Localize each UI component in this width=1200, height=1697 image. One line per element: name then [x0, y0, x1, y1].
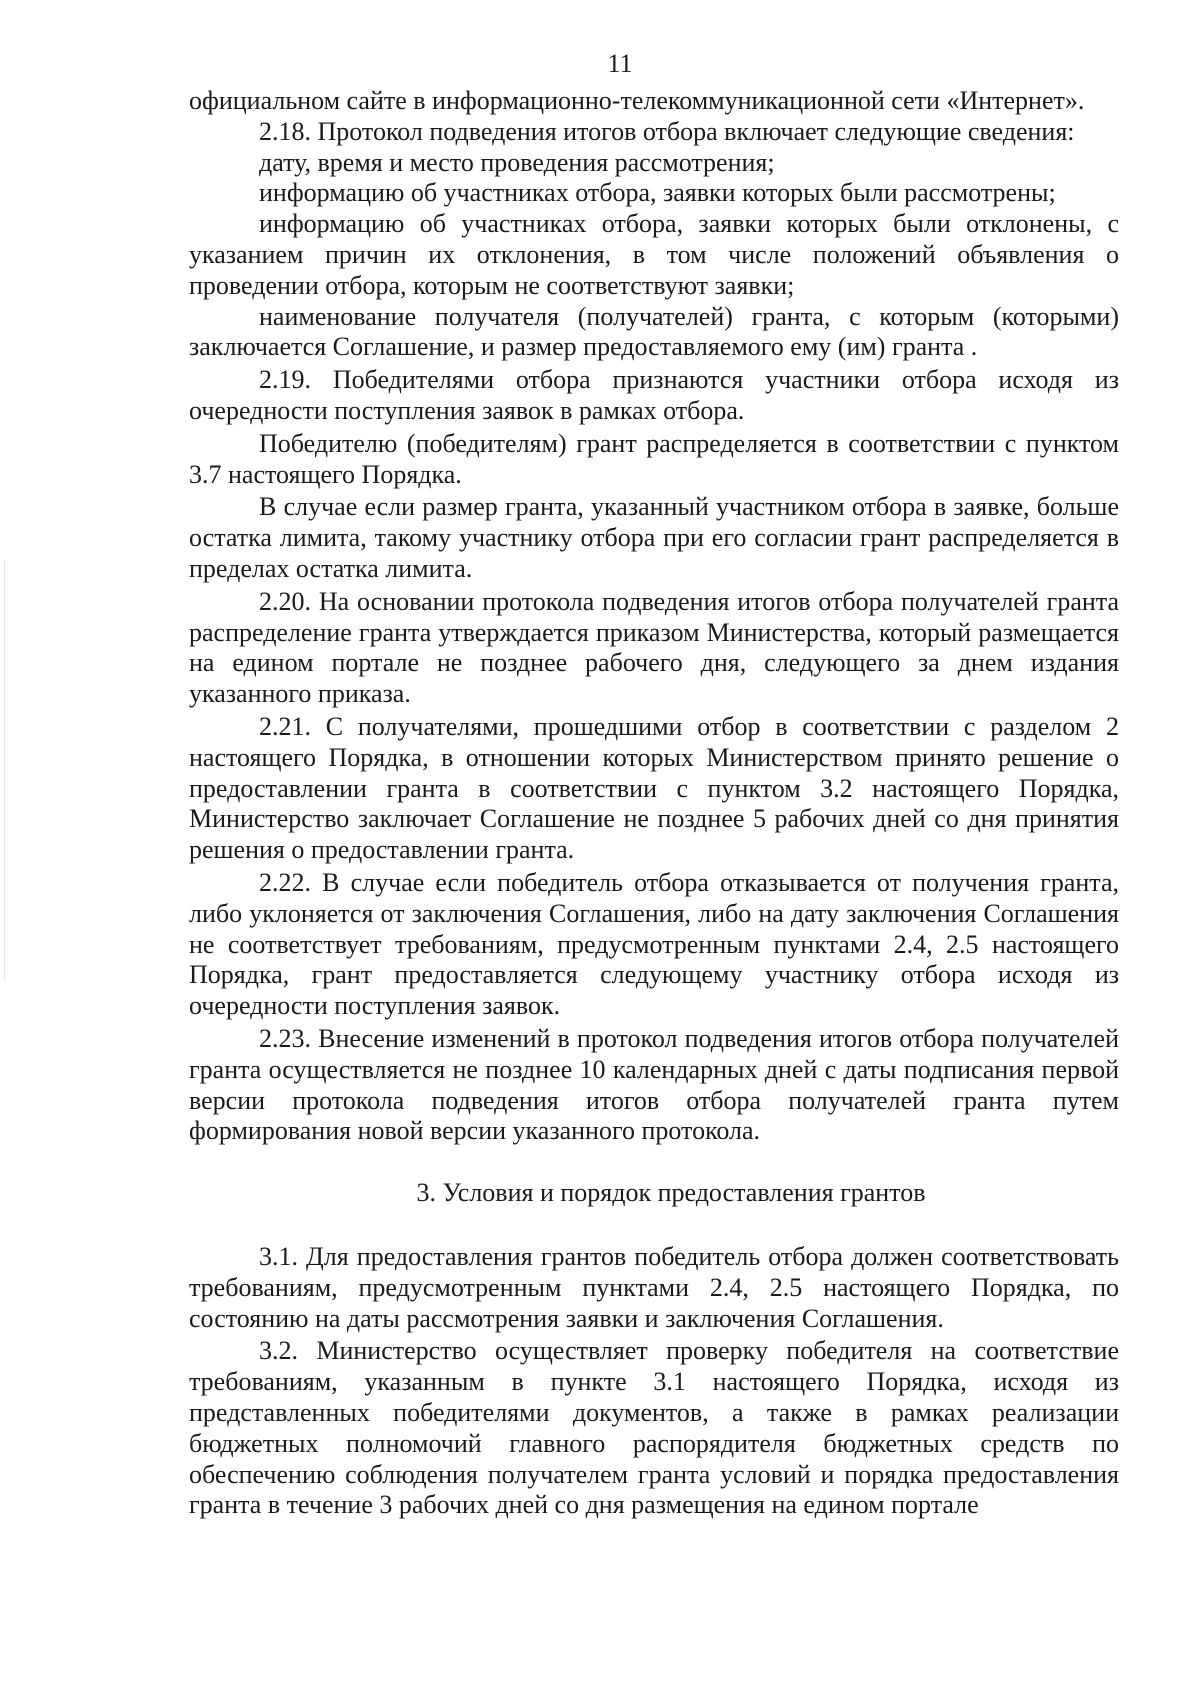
paragraph: 3.1. Для предоставления грантов победитель отбора должен соответствовать требованиям, предусмотренным пунктами 2.4, 2.5 настоящего Порядка, по состоянию на даты рассмотрения заявки и заключения Соглашения. [189, 1242, 1119, 1333]
paragraph: 2.21. С получателями, прошедшими отбор в соответствии с разделом 2 настоящего Порядка, в отношении которых Министерством принято решение о предоставлении гранта в соответствии с пунктом 3.2 настоящего Порядка, Министерство заключает Соглашение не позднее 5 рабочих дней со дня принятия решения о предоставлении гранта. [189, 711, 1119, 865]
paragraph: 2.22. В случае если победитель отбора отказывается от получения гранта, либо уклоняется от заключения Соглашения, либо на дату заключения Соглашения не соответствует требованиям, предусмотренным пунктами 2.4, 2.5 настоящего Порядка, грант предоставляется следующему участнику отбора исходя из очередности поступления заявок. [189, 867, 1119, 1021]
paragraph: Победителю (победителям) грант распределяется в соответствии с пунктом 3.7 настоящего Порядка. [189, 428, 1119, 489]
paragraph: наименование получателя (получателей) гранта, с которым (которыми) заключается Соглашение, и размер предоставляемого ему (им) гранта . [189, 301, 1119, 362]
paragraph: 2.18. Протокол подведения итогов отбора включает следующие сведения: [259, 116, 1075, 146]
paragraph: 2.23. Внесение изменений в протокол подведения итогов отбора получателей гранта осуществляется не позднее 10 календарных дней с даты подписания первой версии протокола подведения итогов отбора получателей гранта путем формирования новой версии указанного протокола. [189, 1023, 1119, 1146]
paragraphs-before-heading [189, 86, 1119, 1147]
paragraph: дату, время и место проведения рассмотрения; [259, 147, 775, 177]
document-body [189, 86, 1119, 1521]
paragraph: 2.19. Победителями отбора признаются участники отбора исходя из очередности поступления заявок в рамках отбора. [189, 365, 1119, 425]
page-number: 11 [607, 49, 633, 78]
paragraph: 3.2. Министерство осуществляет проверку победителя на соответствие требованиям, указанным в пункте 3.1 настоящего Порядка, исходя из представленных победителями документов, а также в рамках реализации бюджетных полномочий главного распорядителя бюджетных средств по обеспечению соблюдения получателем гранта условий и порядка предоставления гранта в течение 3 рабочих дней со дня размещения на едином портале [189, 1336, 1119, 1520]
paragraph: 2.20. На основании протокола подведения итогов отбора получателей гранта распределение гранта утверждается приказом Министерства, который размещается на едином портале не позднее рабочего дня, следующего за днем издания указанного приказа. [189, 586, 1119, 709]
paragraph: информацию об участниках отбора, заявки которых были отклонены, с указанием причин их отклонения, в том числе положений объявления о проведении отбора, которым не соответствуют заявки; [189, 209, 1119, 300]
paragraphs-after-heading [189, 1242, 1119, 1521]
paragraph: официальном сайте в информационно-телекоммуникационной сети «Интернет». [189, 86, 1085, 115]
section-heading: 3. Условия и порядок предоставления грантов [416, 1178, 926, 1208]
paragraph: информацию об участниках отбора, заявки которых были рассмотрены; [259, 178, 1056, 208]
scan-edge-artifact [4, 560, 5, 980]
paragraph: В случае если размер гранта, указанный участником отбора в заявке, больше остатка лимита, такому участнику отбора при его согласии грант распределяется в пределах остатка лимита. [189, 492, 1119, 583]
